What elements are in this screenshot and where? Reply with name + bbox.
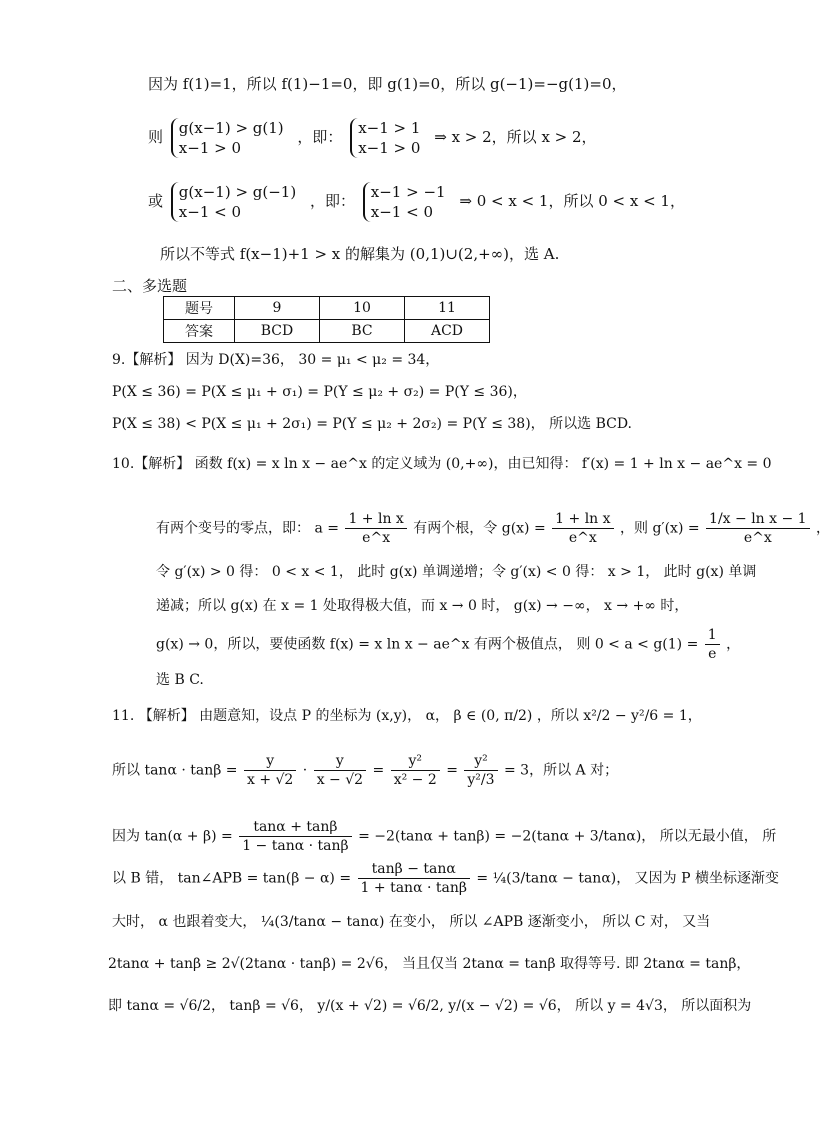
table-cell: BCD [235, 320, 320, 343]
q11-a-pre: 11. 【解析】 由题意知，设点 P 的坐标为 (x,y)， α， β ∈ [112, 708, 477, 724]
numerator: y [244, 752, 296, 771]
q11-line-6: 2tanα + tanβ ≥ 2√(2tanα · tanβ) = 2√6， 当且仅当 2tanα = tanβ 取得等号. 即 2tanα = tanβ， [108, 956, 751, 972]
fraction [314, 752, 366, 789]
q9-line-2: P(X ≤ 36) = P(X ≤ μ₁ + σ₁) = P(Y ≤ μ₂ + σ₂) = P(Y ≤ 36)， [112, 384, 527, 400]
fraction [705, 626, 720, 663]
numerator: y [314, 752, 366, 771]
q10-line-2 [156, 510, 830, 547]
text-line-1: 因为 f(1)=1，所以 f(1)−1=0，即 g(1)=0，所以 g(−1)=−g(1)=0， [148, 75, 627, 93]
fraction [244, 752, 296, 789]
q11-line-5: 大时， α 也跟着变大， ¼(3/tanα − tanα) 在变小， 所以 ∠APB 逐渐变小， 所以 C 对， 又当 [112, 914, 711, 930]
numerator: 1 + ln x [552, 510, 613, 529]
numerator: 1 [705, 626, 720, 645]
q10-b-mid: 有两个根，令 g(x) = [413, 520, 546, 537]
numerator: 1 + ln x [345, 510, 406, 529]
answer-table [163, 296, 490, 343]
text-line-3 [148, 182, 685, 222]
l2-mid: ，即： [297, 128, 343, 146]
fraction [552, 510, 613, 547]
q10-line-6: 选 B C. [156, 672, 204, 688]
numerator: y² [391, 752, 440, 771]
q10-b-pre: 有两个变号的零点，即： a = [156, 520, 339, 537]
table-cell: 9 [235, 297, 320, 320]
numerator: tanβ − tanα [358, 860, 470, 879]
q11-d-pre: 以 B 错， tan∠APB = tan(β − α) = [112, 870, 352, 887]
sys-row: x−1 > 1 [358, 119, 421, 137]
q10-b-mid2: ，则 g′(x) = [620, 520, 700, 537]
q11-line-7: 即 tanα = √6/2， tanβ = √6， y/(x + √2) = √6/2, y/(x − √2) = √6， 所以 y = 4√3， 所以面积为 [108, 998, 752, 1014]
denominator: x + √2 [246, 772, 294, 788]
table-row [164, 297, 490, 320]
table-cell: 答案 [164, 320, 235, 343]
sys-row: x−1 > 0 [358, 139, 421, 157]
table-row [164, 320, 490, 343]
l3-prefix: 或 [148, 192, 164, 210]
table-cell: 10 [320, 297, 405, 320]
table-cell: 题号 [164, 297, 235, 320]
q11-c-pre: 因为 tan(α + β) = [112, 828, 233, 845]
table-cell: BC [320, 320, 405, 343]
q11-d-post: = ¼(3/tanα − tanα)， 又因为 P 横坐标逐渐变 [476, 870, 780, 887]
fraction [239, 818, 351, 855]
system-3 [171, 182, 302, 222]
sys-row: g(x−1) > g(1) [178, 119, 284, 137]
fraction [464, 752, 497, 789]
q11-b-eq: = [372, 762, 385, 779]
text-line-4: 所以不等式 f(x−1)+1 > x 的解集为 (0,1)∪(2,+∞)，选 A. [160, 245, 560, 263]
fraction [345, 510, 406, 547]
q11-line-3 [112, 818, 776, 855]
denominator: 1 − tanα · tanβ [242, 838, 349, 854]
fraction [358, 860, 470, 897]
numerator: 1/x − ln x − 1 [706, 510, 810, 529]
denominator: e^x [743, 530, 772, 546]
denominator: x − √2 [316, 772, 364, 788]
sys-row: x−1 < 0 [178, 203, 242, 221]
denominator: e [708, 646, 717, 662]
l3-mid: ，即： [309, 192, 355, 210]
text-line-2 [148, 118, 597, 158]
denominator: e^x [568, 530, 597, 546]
q9-line-1: 9.【解析】 因为 D(X)=36， 30 = μ₁ < μ₂ = 34， [112, 352, 440, 368]
numerator: y² [464, 752, 497, 771]
q11-b-post: = 3，所以 A 对； [503, 762, 619, 779]
q10-line-5 [156, 626, 740, 663]
system-2 [350, 118, 426, 158]
system-1 [171, 118, 290, 158]
table-cell: ACD [405, 320, 490, 343]
denominator: x² − 2 [393, 772, 437, 788]
denominator: 1 + tanα · tanβ [360, 880, 467, 896]
section-heading: 二、多选题 [112, 277, 188, 295]
q10-e-pre: g(x) → 0，所以，要使函数 f(x) = x ln x − ae^x 有两个极值点， 则 0 < a < g(1) = [156, 636, 699, 653]
table-cell: 11 [405, 297, 490, 320]
l2-prefix: 则 [148, 128, 164, 146]
q11-c-post: = −2(tanα + tanβ) = −2(tanα + 3/tanα)， 所以无最小值， 所 [358, 828, 777, 845]
fraction [706, 510, 810, 547]
q11-a-interval: (0, π/2) [480, 708, 533, 724]
sys-row: x−1 > −1 [370, 183, 446, 201]
numerator: tanα + tanβ [239, 818, 351, 837]
q9-line-3: P(X ≤ 38) < P(X ≤ μ₁ + 2σ₁) = P(Y ≤ μ₂ + 2σ₂) = P(Y ≤ 38)， 所以选 BCD. [112, 416, 633, 432]
q11-line-2 [112, 752, 618, 789]
q11-b-eq2: = [446, 762, 458, 779]
l3-post: ⇒ 0 < x < 1，所以 0 < x < 1， [459, 192, 685, 210]
system-4 [363, 182, 452, 222]
q10-e-post: ， [726, 636, 741, 653]
q10-b-post: ， [816, 520, 830, 537]
q11-line-1 [112, 706, 702, 726]
l2-post: ⇒ x > 2，所以 x > 2， [434, 128, 597, 146]
sys-row: x−1 > 0 [178, 139, 242, 157]
q11-b-dot: · [302, 762, 308, 779]
q10-line-1: 10.【解析】 函数 f(x) = x ln x − ae^x 的定义域为 (0,+∞)，由已知得： f′(x) = 1 + ln x − ae^x = 0 [112, 456, 772, 472]
q10-line-4: 递减；所以 g(x) 在 x = 1 处取得极大值，而 x → 0 时， g(x) → −∞， x → +∞ 时， [156, 598, 689, 614]
q10-line-3: 令 g′(x) > 0 得： 0 < x < 1， 此时 g(x) 单调递增；令 g′(x) < 0 得： x > 1， 此时 g(x) 单调 [156, 564, 757, 580]
sys-row: x−1 < 0 [370, 203, 434, 221]
q11-a-post: ，所以 x²/2 − y²/6 = 1， [536, 708, 702, 724]
sys-row: g(x−1) > g(−1) [178, 183, 297, 201]
denominator: y²/3 [467, 772, 495, 788]
q11-line-4 [112, 860, 779, 897]
denominator: e^x [362, 530, 391, 546]
q11-b-pre: 所以 tanα · tanβ = [112, 762, 238, 779]
fraction [391, 752, 440, 789]
